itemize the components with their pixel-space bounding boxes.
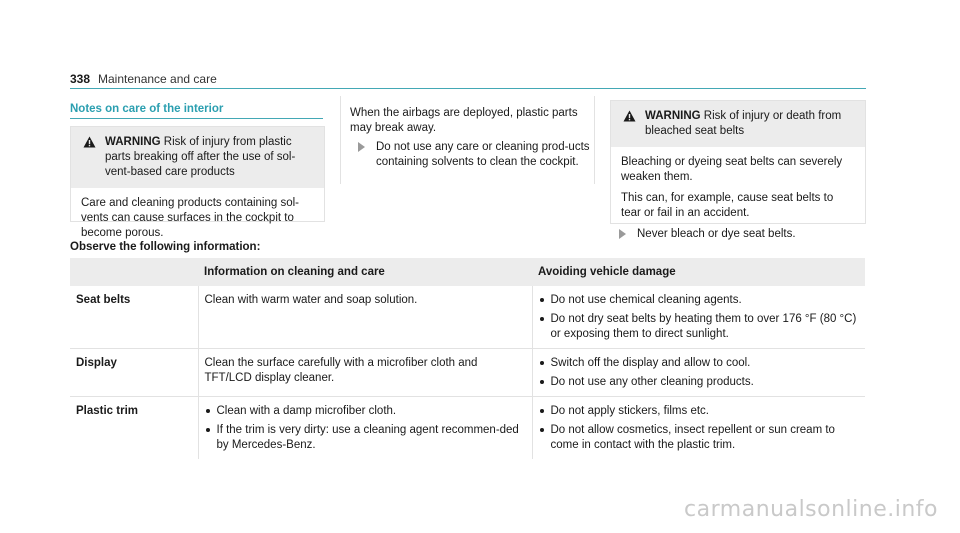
table-row [70,348,865,396]
bullet-icon [540,317,544,321]
warning-headline: Risk of injury from plastic parts breaking off after the use of sol-vent-based care products [105,136,296,178]
observe-heading: Observe the following information: [70,241,261,253]
table-header-cell [70,258,198,286]
bullet-icon [540,298,544,302]
warning-header [71,127,324,188]
info-cell: Clean the surface carefully with a microfiber cloth and TFT/LCD display cleaner. [198,348,532,396]
bullet-icon [540,361,544,365]
step-arrow-icon [358,142,365,152]
table-header-cell: Information on cleaning and care [198,258,532,286]
page-section-title: Maintenance and care [98,72,217,86]
list-item-text: Do not use chemical cleaning agents. [550,294,742,306]
bullet-icon [540,428,544,432]
airbag-note: When the airbags are deployed, plastic parts may break away. [350,107,578,134]
avoid-cell [532,286,865,348]
column-divider [340,96,341,184]
list-item [539,404,860,419]
list-item-text: Do not use any other cleaning products. [550,375,754,388]
step-arrow-icon [619,229,626,239]
table-row [70,286,865,348]
warning-box-seat-belts [610,100,866,240]
list-item [539,375,860,390]
warning-triangle-icon [83,136,96,148]
table-header-row [70,258,865,286]
table-header-cell: Avoiding vehicle damage [532,258,865,286]
header-rule [70,88,866,89]
list-item [205,404,526,419]
bullet-icon [206,428,210,432]
instruction-step [350,140,612,170]
warning-triangle-icon [623,110,636,122]
list-item-text: Do not dry seat belts by heating them to over 176 °F (80 °C) or exposing them to direct sunlight. [550,312,857,340]
bullet-icon [206,409,210,413]
instruction-step [611,227,855,242]
list-item [539,293,860,308]
info-cell: Clean with warm water and soap solution. [198,286,532,348]
section-title-rule [70,118,323,119]
warning-box-interior [70,126,325,239]
info-cell [198,396,532,458]
bullet-icon [540,409,544,413]
row-label: Plastic trim [76,404,138,417]
table-row [70,396,865,458]
list-item [539,312,860,342]
warning-label: WARNING [105,136,161,148]
list-item-text: Do not allow cosmetics, insect repellent or sun cream to come in contact with the plastic trim. [550,423,835,451]
watermark: carmanualsonline.info [684,497,938,523]
instruction-step-text: Never bleach or dye seat belts. [637,227,796,240]
warning-body-text: Bleaching or dyeing seat belts can severely weaken them. [621,155,843,183]
bullet-icon [540,380,544,384]
list-item-text: Do not apply stickers, films etc. [550,404,709,417]
warning-body [611,147,865,251]
warning-body-text: Care and cleaning products containing sol-vents can cause surfaces in the cockpit to become porous. [81,196,299,239]
list-item-text: If the trim is very dirty: use a cleaning agent recommen-ded by Mercedes-Benz. [216,423,519,451]
list-item-text: Switch off the display and allow to cool. [550,356,751,369]
list-item [539,423,860,453]
warning-header [611,101,865,147]
row-label: Seat belts [70,286,198,348]
list-item-text: Clean with a damp microfiber cloth. [216,404,397,417]
list-item [539,356,860,371]
warning-headline: Risk of injury or death from bleached seat belts [645,110,842,137]
cleaning-info-table [70,258,865,459]
avoid-cell [532,396,865,458]
avoid-cell [532,348,865,396]
section-title: Notes on care of the interior [70,103,224,115]
warning-body-text: This can, for example, cause seat belts to tear or fail in an accident. [621,191,834,219]
instruction-step-text: Do not use any care or cleaning prod-ucts containing solvents to clean the cockpit. [376,141,590,168]
page-number: 338 [70,72,91,86]
list-item [205,423,526,453]
row-label: Display [70,348,198,396]
warning-label: WARNING [645,110,701,122]
